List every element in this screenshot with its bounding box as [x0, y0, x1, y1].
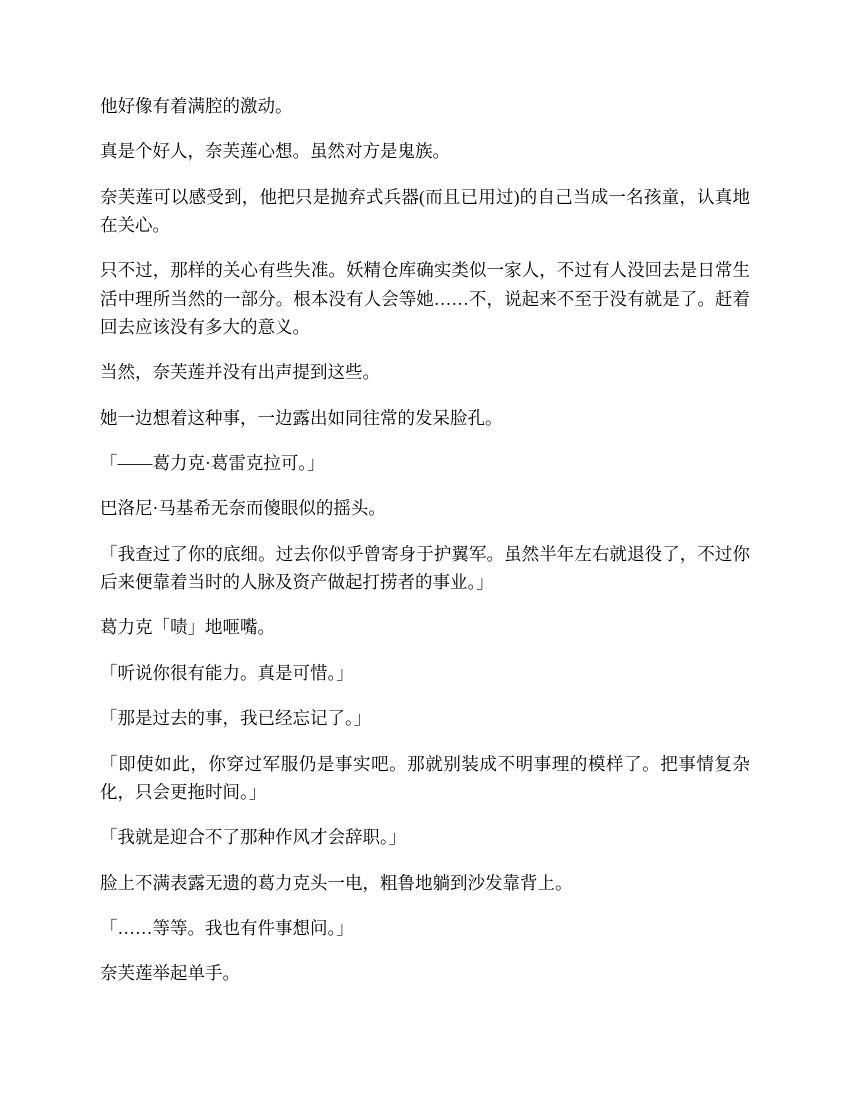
paragraph: 奈芙莲举起单手。	[100, 963, 240, 984]
paragraph: 葛力克「啧」地咂嘴。	[100, 617, 275, 638]
paragraph: 当然，奈芙莲并没有出声提到这些。	[100, 362, 380, 383]
paragraph: 「我就是迎合不了那种作风才会辞职。」	[100, 827, 407, 848]
paragraph: 巴洛尼·马基希无奈而傻眼似的摇头。	[100, 498, 386, 519]
paragraph: 他好像有着满腔的激动。	[100, 96, 293, 116]
paragraph: 「即使如此，你穿过军服仍是事实吧。那就别装成不明事理的模样了。把事情复杂化，只会更拖时间。」	[100, 753, 750, 802]
paragraph: 「……等等。我也有件事想问。」	[100, 917, 354, 938]
paragraph: 真是个好人，奈芙莲心想。虽然对方是鬼族。	[100, 141, 450, 162]
paragraph: 「——葛力克·葛雷克拉可。」	[100, 453, 325, 474]
paragraph: 「听说你很有能力。真是可惜。」	[100, 662, 354, 683]
paragraph: 只不过，那样的关心有些失准。妖精仓库确实类似一家人，不过有人没回去是日常生活中理所当然的一部分。根本没有人会等她……不，说起来不至于没有就是了。赶着回去应该没有多大的意义。	[100, 260, 750, 338]
paragraph: 「那是过去的事，我已经忘记了。」	[100, 708, 372, 729]
document-body	[100, 92, 750, 988]
paragraph: 「我查过了你的底细。过去你似乎曾寄身于护翼军。虽然半年左右就退役了，不过你后来便靠着当时的人脉及资产做起打捞者的事业。」	[100, 543, 750, 593]
paragraph: 脸上不满表露无遗的葛力克头一电，粗鲁地躺到沙发靠背上。	[100, 872, 573, 893]
paragraph: 奈芙莲可以感受到，他把只是抛弃式兵器(而且已用过)的自己当成一名孩童，认真地在关心。	[100, 186, 750, 236]
paragraph: 她一边想着这种事，一边露出如同往常的发呆脸孔。	[100, 407, 503, 428]
